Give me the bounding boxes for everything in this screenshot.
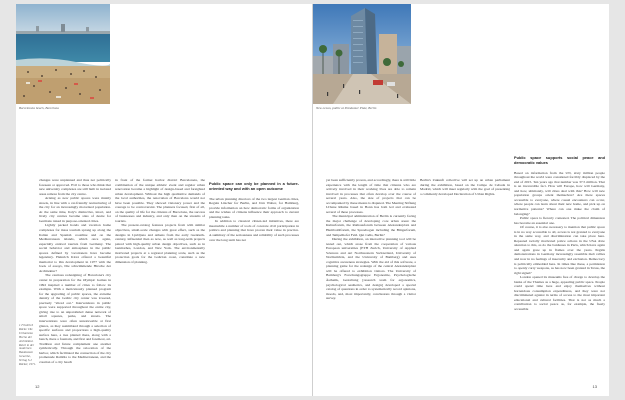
right-column-2: [420, 178, 510, 386]
paragraph: changes were unplanned and thus not politically foreseen or approved. Evil to those who think that new university complexes are still built in isolated areas remote from the city centre.: [39, 178, 111, 196]
paragraph: During the exhibition, an interactive planning tool will be tested out, which arose from the cooperation of various European universities (ETH Zurich, University of Applied Sciences and Art Northwestern Switzerland, University of Northumbria, and the University of Bamberg) and uses cognitive awareness strategies. With the aid of this software, a planning game for the redesign of the central Alexanderplatz will be offered to exhibition visitors. The University of Bamberg's Forschungsgruppe Ergonomie, Psychologische Ästhetik, Gestaltung [research team for ergonomics, psychological aesthetics, and design] developed a special catalog of questions in order to systematically record opinions, moods, and, most importantly, conclusions through a visitor survey.: [326, 237, 416, 301]
paragraph: Arising as new public spaces were mainly streets, in line with a car-friendly restructuring of the city for an increasingly motorized population. At the same time, Italy's distinctive, intact, and lively city centres became sites of desire for Germans raised in purpose-oriented cities.: [39, 196, 111, 223]
paragraph: Public space is fiercely contested. The political dimension has become an essential one.: [514, 216, 605, 225]
paragraph: The present-catalog features projects from with similar objectives, small-scale changes with great effect, such as the designs in Ljubljana and Athens from the early twentieth-century, influential then as now, as well as long-term projects paired with high-quality urban design objectives, such as in Guimarães, London, and New York. The environmentally motivated projects at a regional planning scale, such as the protection goals for the Galician coast, constitute a new dimension of planning.: [115, 223, 205, 264]
left-column-1: [39, 178, 111, 386]
right-column-3: [514, 152, 605, 386]
left-page: [16, 4, 313, 396]
right-page: [313, 4, 609, 396]
left-column-3: [209, 178, 299, 386]
beach-illustration: [16, 4, 110, 104]
paragraph: Based on information from the UN, sixty million people throughout the world were considered forcibly displaced by the end of 2015. Ten years ago that number was 37.5 million. That is an irreversible fact. How will Europe, how will Germany, and how, ultimately, will cities deal with this? How will new population groups orient themselves? Are there spaces accessible to everyone, where casual encounters can occur, where people can learn about their new home, and pick up on normative patterns? Where can one make the claim of belonging?: [514, 170, 605, 216]
paragraph: yet been sufficiently proven, and accordingly, there is still little experience with the length of time that citizens who are actively involved in their working lives are able to remain involved in processes that often develop over the course of several years. Also, the size of projects that can be accompanied by these means is disputed. The Meeting Stiftung Urbane Räume based in Bonn has both led and evaluated several of these processes.: [326, 178, 416, 214]
footnote: 1 Friedrich Rücks: Die Urbanismo Hecho der Architektur. Reich in der modernen Bauklassen Gewerke, Verlag S.J. Rücker, 1971.: [19, 323, 36, 367]
barceloneta-beach-photo: [16, 4, 110, 104]
paragraph: London opened its museums free of charge to develop the banks of the Thames as a huge, appealing public space. People could spend time here and enjoy themselves without horrendous consumption expenditures, and they were not discriminated against in terms of access to the most important educational and cultural facilities. That is not as much a contribution to social peace as, for example, the freely accessible: [514, 275, 605, 311]
paragraph: Berlin's Zukunft collective will set up an urban parliament during the exhibition, based on the Campo de Cebada in Madrid, which will meet regularly with the goal of presenting a commonly developed Declaration of Urban Rights.: [420, 178, 510, 196]
city-street-illustration: [313, 4, 411, 104]
page-number: 13: [592, 384, 597, 389]
potsdamer-platz-photo: [313, 4, 411, 104]
paragraph: Lightly packed hotels and vacation home complexes for mass tourism sprang up along the Italian and Spanish coastline and on the Mediterranean islands, which once again, especially enticed tourists from Germany. The social behavior and atmosphere in the public spaces defined by vacationers have become legendary. Heinrich Klotz offered a beautiful memorial to this development in 1977 with the book of essays, Die schwimmende Hirsche der Architektur?: [39, 223, 111, 273]
paragraph: The urban planning directors of the two largest German cities, Regula Lüscher for Berlin, and Jörn Walter, for Hamburg, provide information on how democratic forms of organization and the wishes of citizens influence their approach to current planning tasks.: [209, 196, 299, 219]
right-photo-caption: New ocean, public at Potsdamer Platz, Berlin: [316, 106, 377, 110]
paragraph: in front of the former harbor district Barceloneta, the combination of the unique athletic event and regular urban renovation became a highlight of design-based and farsighted urban development. Without the high qualitative demands of the local authorities, the renovation of Barcelona would not have been possible. They showed visionary power and the courage to be controversial. The planners focused, first of all, on the quality of life for the citizens of Barcelona, the success of businesses and industry, and only then on the streams of tourists.: [115, 178, 205, 223]
paragraph: The municipal administration of Berlin is currently facing the major challenge of developing core urban areas: the Kulturforum, the Rathausforum between Alexanderplatz and Humboldtforum, the Spreebogen including the Bürgerforum, and Tempelhofer Feld. Qui vadis, Berlin?: [326, 214, 416, 237]
section-heading: Public space can only be planned in a future-oriented way and with an open outcome: [209, 181, 299, 191]
paragraph: In addition to classical citizen-led initiatives, there are meanwhile a number of tools of concrete civil participation in politics and planning that have proven their value in practice. A summary of the seriousness and reliability of such processes over the long term has not: [209, 219, 299, 242]
section-heading: Public space supports social peace and democratic values: [514, 155, 605, 165]
left-photo-caption: Barceloneta beach, Barcelona: [19, 106, 59, 110]
paragraph: Of course, it is also necessary to mention that public space is in no way accessible to all, access is not granted to everyone in the same way, and discrimination can take place here. Repeated racially motivated police actions in the USA draw attention to this, as do the banlieues in Paris, which have again and again gone up in flames over the years. Pegida demonstrations in Germany increasingly resemble mob rallies and now in no feelings of insecurity and exclusion. Democracy is politically embedded here. In times like these, a permission to openly carry weapons, as has now been granted in Texas, the right signal?: [514, 225, 605, 275]
paragraph: The cautious redesigning of Barcelona's city center in preparation for the Olympic Games in 1992 inspired a number of cities to follow its example. With a meticulously planned program for the upgrading of public spaces, the extreme density of the Gothic city center was lowered, precisely "sliced out." Interventions in public space were supported throughout the entire city, giving rise to an unparalleled dense network of small squares, parks, and streets. The interventions were often unnoticeable at first glance, as they assimilated through a selection of specific surfaces and proportions a high-quality surface here, a tree planted there, along with a bench, there a fountain, and first and foremost, art. Tradition and future complement one another symbolically. Through the relocation of the harbor, which facilitated the connection of the city promenade Rambla to the Mediterranean, and the creation of a city beach: [39, 273, 111, 364]
right-column-1: [326, 178, 416, 386]
left-column-2: [115, 178, 205, 386]
page-number: 12: [35, 384, 40, 389]
